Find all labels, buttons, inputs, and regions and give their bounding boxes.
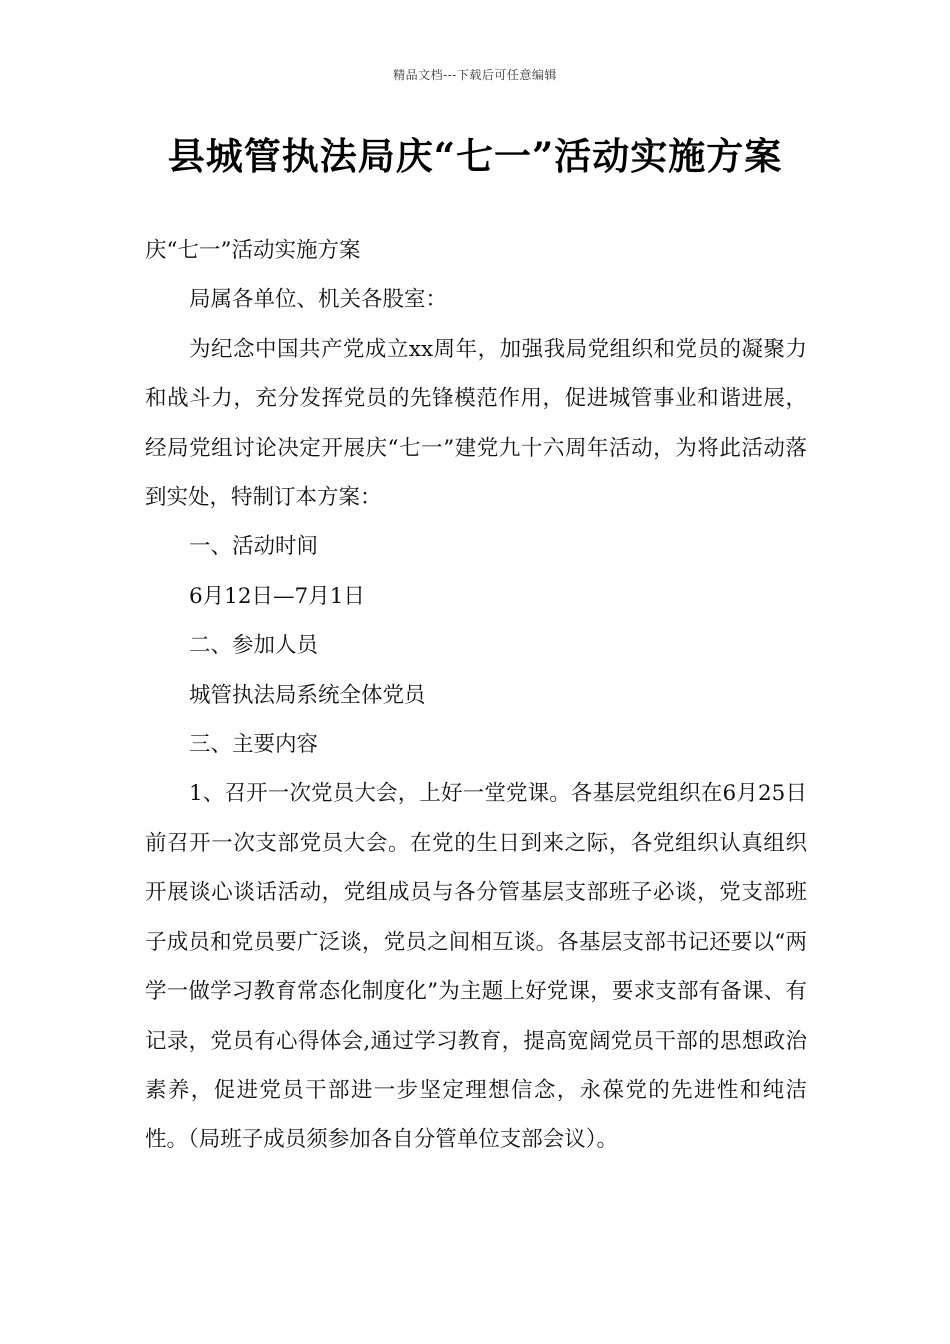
participants-text: 城管执法局系统全体党员 [189,682,426,708]
section-heading-time: 一、活动时间 [189,534,319,560]
section-heading-content: 三、主要内容 [189,732,319,758]
document-title: 县城管执法局庆“七一”活动实施方案 [167,134,783,178]
header-note: 精品文档---下载后可任意编辑 [393,68,557,82]
intro-paragraph: 为纪念中国共产党成立xx周年，加强我局党组织和党员的凝聚力和战斗力，充分发挥党员的先锋模范作用，促进城管事业和谐进展，经局党组讨论决定开展庆“七一”建党九十六周年活动，为将此活动落到实处，特制订本方案： [145,336,807,511]
content-item-1: 1、召开一次党员大会，上好一堂党课。各基层党组织在6月25日前召开一次支部党员大会。在党的生日到来之际，各党组织认真组织开展谈心谈话活动，党组成员与各分管基层支部班子必谈，党支部班子成员和党员要广泛谈，党员之间相互谈。各基层支部书记还要以“两学一做学习教育常态化制度化”为主题上好党课，要求支部有备课、有记录，党员有心得体会,通过学习教育，提高宽阔党员干部的思想政治素养，促进党员干部进一步坚定理想信念，永葆党的先进性和纯洁性。（局班子成员须参加各自分管单位支部会议）。 [145,781,807,1153]
document-body [145,226,807,1165]
subtitle-paragraph: 庆“七一”活动实施方案 [145,238,361,263]
activity-dates: 6月12日—7月1日 [189,583,365,609]
section-heading-participants: 二、参加人员 [189,633,319,659]
salutation-paragraph: 局属各单位、机关各股室： [189,287,448,313]
